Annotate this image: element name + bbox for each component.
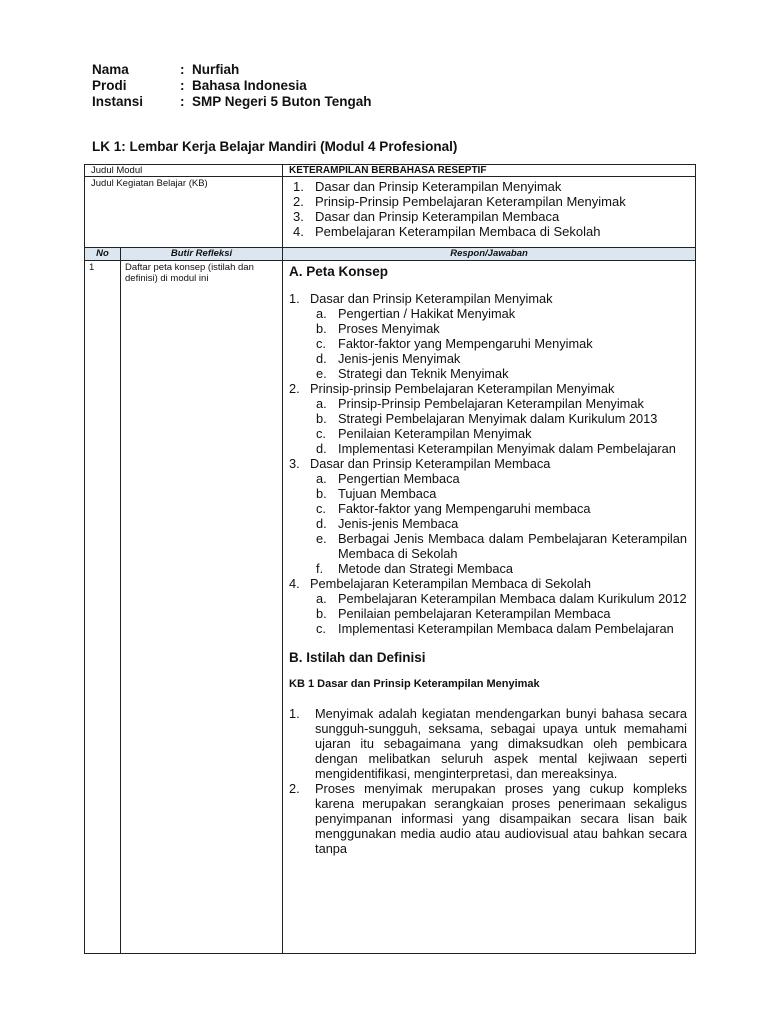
subitem-text: Proses Menyimak (338, 321, 440, 336)
kb-title: Dasar dan Prinsip Keterampilan Membaca (315, 209, 560, 224)
worksheet-table (84, 164, 696, 954)
identity-row (92, 94, 372, 110)
item-number: 1. (289, 291, 300, 306)
kb-title: Prinsip-Prinsip Pembelajaran Keterampilan Menyimak (315, 194, 626, 209)
subitem-text: Faktor-faktor yang Mempengaruhi membaca (338, 501, 591, 516)
module-title-value: KETERAMPILAN BERBAHASA RESEPTIF (283, 165, 696, 177)
identity-value: Nurfiah (192, 62, 240, 77)
worksheet-title: LK 1: Lembar Kerja Belajar Mandiri (Modul 4 Profesional) (92, 139, 458, 154)
concept-map-item (289, 456, 687, 576)
concept-map-subitem (316, 516, 687, 531)
item-text: Pembelajaran Keterampilan Membaca di Sekolah (310, 576, 591, 591)
identity-row (92, 62, 372, 78)
section-a-heading: A. Peta Konsep (289, 264, 389, 279)
subitem-text: Faktor-faktor yang Mempengaruhi Menyimak (338, 336, 593, 351)
item-number: 3. (289, 456, 300, 471)
concept-map-subitem (316, 486, 687, 501)
definition-item (289, 706, 687, 781)
kb1-heading: KB 1 Dasar dan Prinsip Keterampilan Menyimak (289, 678, 540, 690)
response-content (283, 261, 695, 953)
subitem-letter: c. (316, 501, 326, 516)
reflection-header-row (85, 248, 696, 261)
identity-label: Instansi (92, 94, 144, 109)
reflection-item: Daftar peta konsep (istilah dan definisi) di modul ini (121, 261, 283, 954)
module-title-label: Judul Modul (85, 165, 283, 177)
concept-map-subitem (316, 336, 687, 351)
item-text: Dasar dan Prinsip Keterampilan Menyimak (310, 291, 553, 306)
subitem-text: Prinsip-Prinsip Pembelajaran Keterampilan Menyimak (338, 396, 644, 411)
subitem-text: Pengertian / Hakikat Menyimak (338, 306, 516, 321)
subitem-letter: d. (316, 351, 327, 366)
subitem-text: Implementasi Keterampilan Membaca dalam Pembelajaran (338, 621, 674, 636)
module-title-row (85, 165, 696, 177)
subitem-letter: c. (316, 336, 326, 351)
col-no-header: No (85, 248, 121, 261)
col-butir-header: Butir Refleksi (121, 248, 283, 261)
definitions-list (289, 706, 687, 856)
concept-map-subitem (316, 621, 687, 636)
item-number: 4. (289, 576, 300, 591)
concept-map-subitem (316, 531, 687, 561)
concept-map-subitem (316, 411, 687, 426)
kb-number: 1. (293, 179, 304, 194)
identity-row (92, 78, 372, 94)
subitem-letter: a. (316, 471, 327, 486)
subitem-text: Strategi dan Teknik Menyimak (338, 366, 509, 381)
subitem-text: Berbagai Jenis Membaca dalam Pembelajaran Keterampilan Membaca di Sekolah (338, 531, 688, 561)
concept-map-subitem (316, 366, 687, 381)
kb-title-label: Judul Kegiatan Belajar (KB) (85, 177, 283, 248)
definition-number: 2. (289, 781, 300, 796)
subitem-text: Penilaian pembelajaran Keterampilan Membaca (338, 606, 611, 621)
kb-number: 3. (293, 209, 304, 224)
subitem-letter: a. (316, 306, 327, 321)
concept-map-subitem (316, 606, 687, 621)
kb-title: Pembelajaran Keterampilan Membaca di Sekolah (315, 224, 601, 239)
subitem-text: Jenis-jenis Menyimak (338, 351, 461, 366)
subitem-text: Implementasi Keterampilan Menyimak dalam Pembelajaran (338, 441, 676, 456)
concept-map-subitem (316, 426, 687, 441)
concept-map-subitem (316, 471, 687, 486)
concept-map-sublist (310, 471, 687, 576)
identity-label: Nama (92, 62, 129, 77)
identity-value: Bahasa Indonesia (192, 78, 307, 93)
identity-block (92, 62, 372, 110)
concept-map-subitem (316, 396, 687, 411)
subitem-text: Metode dan Strategi Membaca (338, 561, 514, 576)
concept-map-subitem (316, 306, 687, 321)
identity-value: SMP Negeri 5 Buton Tengah (192, 94, 372, 109)
subitem-letter: d. (316, 516, 327, 531)
subitem-text: Strategi Pembelajaran Menyimak dalam Kurikulum 2013 (338, 411, 658, 426)
section-b-heading: B. Istilah dan Definisi (289, 650, 426, 665)
subitem-text: Tujuan Membaca (338, 486, 437, 501)
concept-map-sublist (310, 591, 687, 636)
subitem-text: Penilaian Keterampilan Menyimak (338, 426, 532, 441)
concept-map-item (289, 381, 687, 456)
kb-title-row (85, 177, 696, 248)
concept-map-list (289, 291, 687, 636)
concept-map-subitem (316, 351, 687, 366)
concept-map-item (289, 291, 687, 381)
subitem-text: Jenis-jenis Membaca (338, 516, 459, 531)
kb-number: 2. (293, 194, 304, 209)
definition-text: Menyimak adalah kegiatan mendengarkan bunyi bahasa secara sungguh-sungguh, seksama, sebagai upaya untuk memahami ujaran itu sebagaimana yang dimaksudkan oleh pembicara dengan melibatkan seluruh aspek mental kejiwaan seperti mengidentifikasi, menginterpretasi, dan mereaksinya. (315, 706, 688, 781)
kb-list-item (293, 209, 687, 224)
definition-item (289, 781, 687, 856)
kb-list-item (293, 194, 687, 209)
concept-map-item (289, 576, 687, 636)
concept-map-subitem (316, 591, 687, 606)
concept-map-sublist (310, 306, 687, 381)
concept-map-subitem (316, 321, 687, 336)
kb-title-cell (283, 177, 696, 248)
definition-text: Proses menyimak merupakan proses yang cukup kompleks karena merupakan serangkaian proses penerimaan sekaligus penyimpanan informasi yang disampaikan secara lisan baik menggunakan media audio atau audiovisual atau bahkan secara tanpa (315, 781, 688, 856)
identity-colon: : (180, 94, 185, 109)
subitem-letter: a. (316, 396, 327, 411)
concept-map-sublist (310, 396, 687, 456)
subitem-text: Pengertian Membaca (338, 471, 460, 486)
subitem-letter: e. (316, 531, 327, 546)
subitem-letter: b. (316, 411, 327, 426)
response-cell (283, 261, 696, 954)
identity-colon: : (180, 62, 185, 77)
row-number: 1 (85, 261, 121, 954)
identity-colon: : (180, 78, 185, 93)
kb-list (283, 177, 695, 243)
item-text: Dasar dan Prinsip Keterampilan Membaca (310, 456, 551, 471)
identity-label: Prodi (92, 78, 127, 93)
concept-map-subitem (316, 561, 687, 576)
subitem-letter: d. (316, 441, 327, 456)
subitem-letter: b. (316, 486, 327, 501)
item-number: 2. (289, 381, 300, 396)
kb-title: Dasar dan Prinsip Keterampilan Menyimak (315, 179, 562, 194)
subitem-letter: a. (316, 591, 327, 606)
subitem-letter: c. (316, 621, 326, 636)
concept-map-subitem (316, 441, 687, 456)
subitem-letter: b. (316, 606, 327, 621)
subitem-letter: f. (316, 561, 324, 576)
kb-list-item (293, 179, 687, 194)
item-text: Prinsip-prinsip Pembelajaran Keterampilan Menyimak (310, 381, 615, 396)
kb-number: 4. (293, 224, 304, 239)
definition-number: 1. (289, 706, 300, 721)
concept-map-subitem (316, 501, 687, 516)
reflection-row-1 (85, 261, 696, 954)
col-respon-header: Respon/Jawaban (283, 248, 696, 261)
subitem-letter: e. (316, 366, 327, 381)
subitem-letter: c. (316, 426, 326, 441)
kb-list-item (293, 224, 687, 239)
subitem-letter: b. (316, 321, 327, 336)
subitem-text: Pembelajaran Keterampilan Membaca dalam Kurikulum 2012 (338, 591, 687, 606)
